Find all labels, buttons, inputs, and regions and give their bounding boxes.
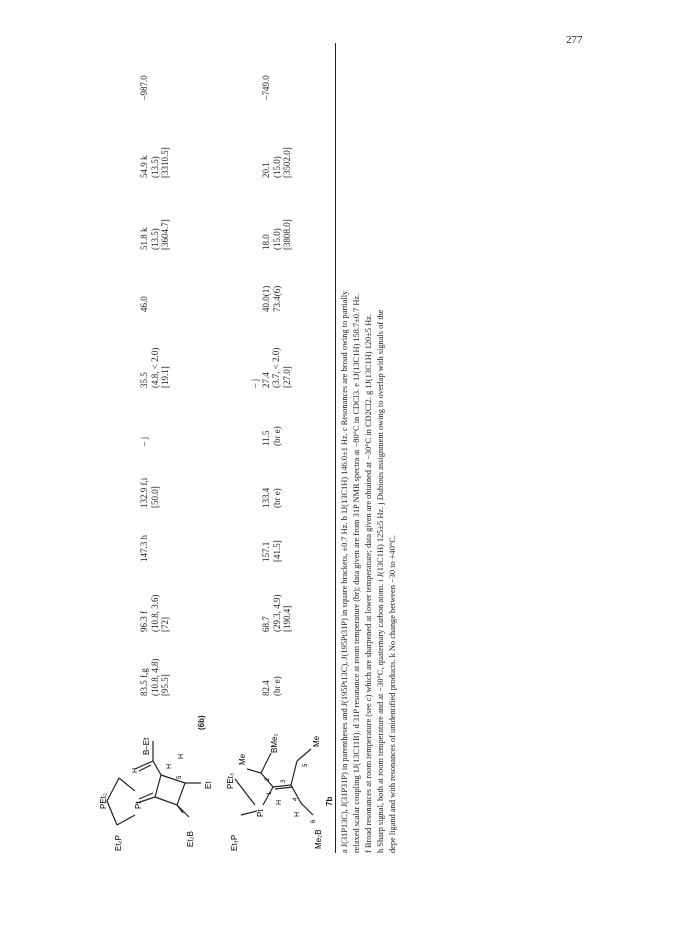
cell-line: 73.4(6) (271, 285, 282, 312)
cell-line: 11.5 (261, 430, 271, 446)
footnote-line: depe ligand and with resonances of unidentified products. k No change between −30 to +40°C. (388, 535, 397, 853)
cell (139, 659, 171, 697)
footnote-line: h Sharp signal, both at room temperature and at −30°C, quaternary carbon atom. i J(13C1H) 125±5 Hz. j Dubious assignment owing to overlap with signals of the (376, 309, 385, 853)
footnote-line: a J(31P13C), J(31P31P) in parentheses and J(195Pt13C), J(195Pt31P) in square brackets, ±0.7 Hz. b 1J(13C1H) 146.0±1 Hz. c Resonances are broad owing to partially (340, 290, 349, 853)
cell (261, 147, 293, 178)
cell-line: 132.9 f,i (139, 477, 149, 508)
cell (139, 478, 160, 508)
et3p-label: Et₃P (230, 834, 239, 851)
compound-label-6b: (6b) (197, 715, 206, 730)
h-side-label: H (166, 763, 173, 769)
table-footnotes (339, 43, 399, 853)
cell (139, 75, 150, 100)
cell (139, 147, 171, 178)
cell-line: 46.0 (139, 296, 149, 312)
cell (261, 488, 282, 508)
cell-line: [3808.0] (282, 219, 293, 250)
h-top-label: H (132, 767, 139, 773)
cell-line: [3310.5] (160, 147, 171, 178)
pt-label: Pt (134, 801, 143, 809)
cell (261, 75, 272, 100)
atom-position-2: 2 (265, 777, 271, 781)
cell (261, 595, 293, 633)
bet-label: B–Et (142, 737, 151, 755)
pet3-label: PEt₃ (226, 772, 235, 789)
cell-line: 147.3 h (139, 535, 149, 562)
me-top-label: Me (238, 753, 247, 765)
cell-line: (br e) (271, 676, 282, 696)
h1-label: H (276, 799, 283, 805)
cell-line: (4.8, < 2.0) (149, 347, 160, 388)
cell-line: [3604.7] (160, 219, 171, 250)
atom-position-3: 3 (281, 779, 287, 783)
cell (139, 348, 171, 388)
pet2-label: PEt₂ (99, 793, 108, 809)
cell (139, 296, 150, 312)
cell-line: (10.8, 4.8) (149, 658, 160, 696)
cell-line: [50.0] (149, 486, 160, 508)
me-label: Me (312, 735, 321, 747)
cell-line: 68.7 (261, 616, 271, 632)
cell-line: – j (139, 436, 149, 446)
et2p-label: Et₂P (114, 835, 123, 851)
pt-label-7b: Pt (256, 809, 265, 817)
cell-line: [190.4] (282, 605, 293, 632)
cell-line: (br e) (271, 426, 282, 446)
cell-line: 18.0 (261, 234, 271, 250)
cell-line: [95.5] (160, 674, 171, 696)
ring-position-5: 5 (177, 775, 183, 779)
cell-line: –749.0 (261, 75, 271, 100)
cell (261, 540, 282, 562)
cell (139, 437, 150, 446)
cell-line: –987.0 (139, 75, 149, 100)
cell (261, 426, 282, 446)
me2b-label: Me₂B (314, 829, 323, 849)
cell-line: – j (250, 378, 260, 388)
cell-line: 54.9 k (139, 155, 149, 178)
cell-line: 51.8 k (139, 227, 149, 250)
cell-line: 35.5 (139, 372, 149, 388)
atom-position-6: 6 (311, 819, 317, 823)
cell-line: (13.5) (149, 156, 160, 178)
cell-line: (15.0) (271, 228, 282, 250)
cell-line: 83.5 f,g (139, 668, 149, 696)
cell (261, 219, 293, 250)
cell-line: [72] (160, 617, 171, 632)
cell-line: (15.0) (271, 156, 282, 178)
structure-7b-drawing (223, 703, 335, 853)
atom-position-5: 5 (303, 763, 309, 767)
cell (250, 348, 292, 388)
atom-position-1: 1 (267, 791, 273, 795)
cell (139, 595, 171, 633)
cell (261, 676, 282, 696)
cell (261, 286, 282, 312)
et-label: Et (204, 781, 213, 789)
et2b-label: Et₂B (186, 831, 195, 847)
footnote-line: f Broad resonances at room temperature (see c) which are sharpened at lower temperature; data given are obtained at −30°C in CD2Cl2. g 1J(13C1H) 120±5 Hz. (364, 314, 373, 853)
footnote-line: relaxed scalar coupling 1J(13C11B). d 31P resonance at room temperature (br); data given are from 31P NMR spectra at −80°C in CDCl3. e 1J(13C1H) 158.7±0.7 Hz. (352, 293, 361, 853)
cell-line: (13.5) (149, 228, 160, 250)
compound-label-7b: 7b (325, 796, 334, 806)
cell-line: 27.4 (260, 372, 271, 388)
cell (139, 535, 150, 562)
cell-line: 20.1 (261, 162, 271, 178)
atom-position-4: 4 (293, 797, 299, 801)
page-number: 277 (566, 34, 583, 46)
h-bottom-label: H (178, 753, 185, 759)
cell-line: 82.4 (261, 680, 271, 696)
rotated-table (95, 38, 395, 858)
cell (139, 219, 171, 250)
cell-line: [41.5] (271, 540, 282, 562)
cell-line: [3502.0] (282, 147, 293, 178)
cell-line: 133.4 (261, 487, 271, 508)
cell-line: (10.8, 3.6) (149, 594, 160, 632)
cell-line: 157.1 (261, 541, 271, 562)
cell-line: 96.3 f (139, 611, 149, 632)
cell-line: (3.7, < 2.0) (271, 347, 282, 388)
cell-line: [19.1] (160, 366, 171, 388)
table-bottom-rule (335, 43, 336, 853)
cell-line: (br e) (271, 488, 282, 508)
cell-line: 40.0(1) (261, 285, 271, 312)
h4-label: H (294, 811, 301, 817)
bme2-label: BMe₂ (270, 733, 279, 753)
cell-line: (29.3, 4.9) (271, 594, 282, 632)
cell-line: [27.0] (281, 366, 292, 388)
